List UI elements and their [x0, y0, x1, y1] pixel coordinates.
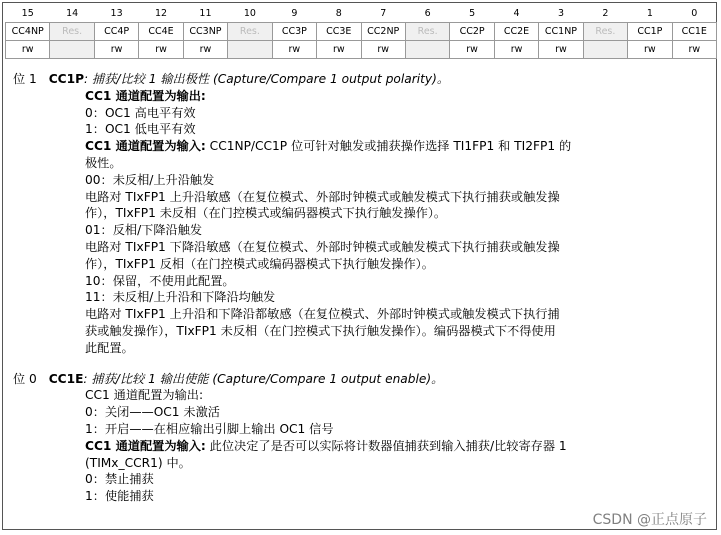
cc1p-output-title: CC1 通道配置为输出: — [85, 88, 206, 103]
field-name: CC3E — [317, 23, 361, 41]
cc1e-input-line-2: (TIMx_CCR1) 中。 — [85, 455, 191, 470]
access-type: rw — [672, 41, 716, 59]
field-name: CC4NP — [6, 23, 50, 41]
option-11-title: 11：未反相/上升沿和下降沿均触发 — [85, 290, 276, 305]
access-type: rw — [272, 41, 316, 59]
option-00-text: 电路对 TIxFP1 上升沿敏感（在复位模式、外部时钟模式或触发模式下执行捕获或触发操 — [85, 189, 560, 204]
field-name: CC2P — [450, 23, 494, 41]
option-11-text: 获或触发操作），TIxFP1 未反相（在门控模式下执行触发操作）。编码器模式下不得使用 — [85, 323, 556, 338]
reserved-access — [405, 41, 449, 59]
access-type: rw — [139, 41, 183, 59]
document-frame — [2, 2, 717, 530]
bit-number: 6 — [424, 8, 431, 19]
bit-descriptions — [13, 71, 713, 505]
register-bit-table — [5, 5, 717, 59]
reserved-field: Res. — [228, 23, 272, 41]
bit-number: 8 — [335, 8, 342, 19]
cc1p-input-line-1 — [13, 138, 713, 155]
field-description: : 捕获/比较 1 输出使能 (Capture/Compare 1 output enable)。 — [83, 371, 444, 386]
cc1e-input-line-1 — [13, 438, 713, 455]
bit-number-row — [6, 5, 717, 23]
cc1p-output-1: 1：OC1 低电平有效 — [85, 122, 196, 137]
option-00-text: 作），TIxFP1 未反相（在门控模式或编码器模式下执行触发操作）。 — [85, 206, 447, 221]
cc1p-input-text: CC1NP/CC1P 位可针对触发或捕获操作选择 TI1FP1 和 TI2FP1 的 — [205, 139, 572, 154]
field-name: CC3P — [272, 23, 316, 41]
field-name: CC3NP — [183, 23, 227, 41]
bit-number: 0 — [691, 8, 698, 19]
bit-number: 13 — [110, 8, 123, 19]
option-11-text: 电路对 TIxFP1 上升沿和下降沿都敏感（在复位模式、外部时钟模式或触发模式下执行捕 — [85, 307, 560, 322]
reserved-access — [228, 41, 272, 59]
field-name: CC1E — [672, 23, 716, 41]
field-name: CC1P — [628, 23, 672, 41]
access-type: rw — [94, 41, 138, 59]
field-name-bold: CC1E — [48, 371, 84, 386]
bit-number: 11 — [199, 8, 212, 19]
cc1p-input-title: CC1 通道配置为输入: — [85, 139, 206, 154]
cc1e-output-1: 1：开启——在相应输出引脚上输出 OC1 信号 — [85, 421, 334, 436]
cc1p-output-0: 0：OC1 高电平有效 — [85, 105, 196, 120]
reserved-field: Res. — [405, 23, 449, 41]
bit-number: 10 — [243, 8, 256, 19]
bit-number: 14 — [66, 8, 79, 19]
watermark: CSDN @正点原子 — [592, 512, 707, 528]
access-type: rw — [450, 41, 494, 59]
option-00-title: 00：未反相/上升沿触发 — [85, 172, 215, 187]
option-01-text: 作），TIxFP1 反相（在门控模式或编码器模式下执行触发操作）。 — [85, 256, 434, 271]
bit-number: 5 — [469, 8, 476, 19]
field-name: CC4P — [94, 23, 138, 41]
cc1e-input-1: 1：使能捕获 — [85, 489, 154, 504]
cc1p-input-line-2: 极性。 — [85, 155, 122, 170]
reserved-access — [583, 41, 627, 59]
bit-number: 15 — [21, 8, 34, 19]
cc1e-input-0: 0：禁止捕获 — [85, 472, 154, 487]
access-type: rw — [183, 41, 227, 59]
access-type: rw — [494, 41, 538, 59]
bit-number: 12 — [154, 8, 168, 19]
cc1e-input-title: CC1 通道配置为输入: — [85, 438, 206, 453]
bit-number: 3 — [557, 8, 564, 19]
cc1e-output-title: CC1 通道配置为输出: — [85, 388, 204, 403]
bit-label: 位 1 — [13, 72, 37, 86]
access-type: rw — [6, 41, 50, 59]
field-name-bold: CC1P — [48, 72, 85, 86]
option-01-title: 01：反相/下降沿触发 — [85, 223, 203, 238]
bit-number: 9 — [291, 8, 298, 19]
cc1p-heading — [13, 71, 713, 88]
reserved-access — [50, 41, 94, 59]
reserved-field: Res. — [50, 23, 94, 41]
bit-number: 1 — [646, 8, 653, 19]
bit-label: 位 0 — [13, 371, 37, 386]
option-10: 10：保留，不使用此配置。 — [85, 273, 235, 288]
option-01-text: 电路对 TIxFP1 下降沿敏感（在复位模式、外部时钟模式或触发模式下执行捕获或触发操 — [85, 239, 560, 254]
access-row — [6, 41, 717, 59]
field-name-row — [6, 23, 717, 41]
option-11-text: 此配置。 — [85, 340, 134, 355]
cc1e-input-text: 此位决定了是否可以实际将计数器值捕获到输入捕获/比较寄存器 1 — [205, 438, 567, 453]
field-name: CC2E — [494, 23, 538, 41]
access-type: rw — [539, 41, 583, 59]
field-description: : 捕获/比较 1 输出极性 (Capture/Compare 1 output polarity)。 — [84, 72, 450, 86]
access-type: rw — [317, 41, 361, 59]
field-name: CC2NP — [361, 23, 405, 41]
bit-number: 2 — [602, 8, 609, 19]
cc1e-output-0: 0：关闭——OC1 未激活 — [85, 405, 220, 420]
field-name: CC4E — [139, 23, 183, 41]
access-type: rw — [628, 41, 672, 59]
bit-number: 4 — [513, 8, 520, 19]
section-gap — [13, 357, 713, 371]
cc1e-heading — [13, 371, 713, 388]
access-type: rw — [361, 41, 405, 59]
reserved-field: Res. — [583, 23, 627, 41]
field-name: CC1NP — [539, 23, 583, 41]
bit-number: 7 — [380, 8, 387, 19]
